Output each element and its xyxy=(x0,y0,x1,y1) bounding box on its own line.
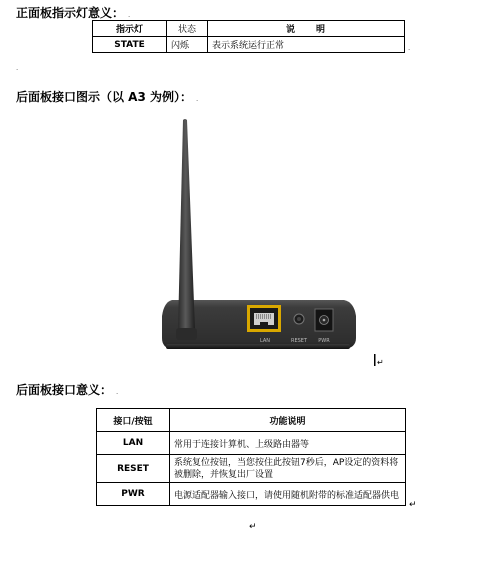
reset-button-icon xyxy=(294,314,304,324)
power-jack-icon xyxy=(315,309,333,331)
port-name: LAN xyxy=(97,432,170,455)
table-header-row xyxy=(97,409,406,432)
port-desc: 电源适配器输入接口，请使用随机附带的标准适配器供电 xyxy=(170,483,406,506)
paragraph-mark: . xyxy=(16,64,19,72)
rear-diagram-heading: 后面板接口图示（以 A3 为例）： . xyxy=(16,90,199,104)
port-name: RESET xyxy=(97,455,170,483)
paragraph-mark: . xyxy=(196,95,199,103)
col-header-port: 接口/按钮 xyxy=(97,409,170,432)
port-label-pwr: PWR xyxy=(318,338,330,344)
col-header-status: 状态 xyxy=(167,21,208,37)
return-mark: ↵ xyxy=(249,522,257,532)
paragraph-mark: . xyxy=(408,44,411,52)
port-desc: 常用于连接计算机、上级路由器等 xyxy=(170,432,406,455)
col-header-desc: 说 明 xyxy=(208,21,405,37)
port-desc: 系统复位按钮，当您按住此按钮7秒后，AP设定的资料将被删除，并恢复出厂设置 xyxy=(170,455,406,483)
table-row xyxy=(97,432,406,455)
rear-panel-table xyxy=(96,408,406,506)
port-label-lan: LAN xyxy=(259,338,271,344)
led-desc: 表示系统运行正常 xyxy=(208,37,405,53)
led-status: 闪烁 xyxy=(167,37,208,53)
rear-panel-heading: 后面板接口意义： . xyxy=(16,383,119,397)
return-mark: ↵ xyxy=(409,500,417,510)
port-label-reset: RESET xyxy=(290,338,308,344)
col-header-led: 指示灯 xyxy=(93,21,167,37)
table-row xyxy=(97,455,406,483)
paragraph-mark: . xyxy=(128,11,131,19)
led-name: STATE xyxy=(93,37,167,53)
col-header-function: 功能说明 xyxy=(170,409,406,432)
text-cursor-icon xyxy=(374,354,376,366)
front-panel-heading: 正面板指示灯意义： . xyxy=(16,6,131,20)
return-mark: ↵ xyxy=(377,358,384,367)
table-row xyxy=(97,483,406,506)
lan-port-icon xyxy=(247,305,281,332)
port-name: PWR xyxy=(97,483,170,506)
paragraph-mark: . xyxy=(116,388,119,396)
